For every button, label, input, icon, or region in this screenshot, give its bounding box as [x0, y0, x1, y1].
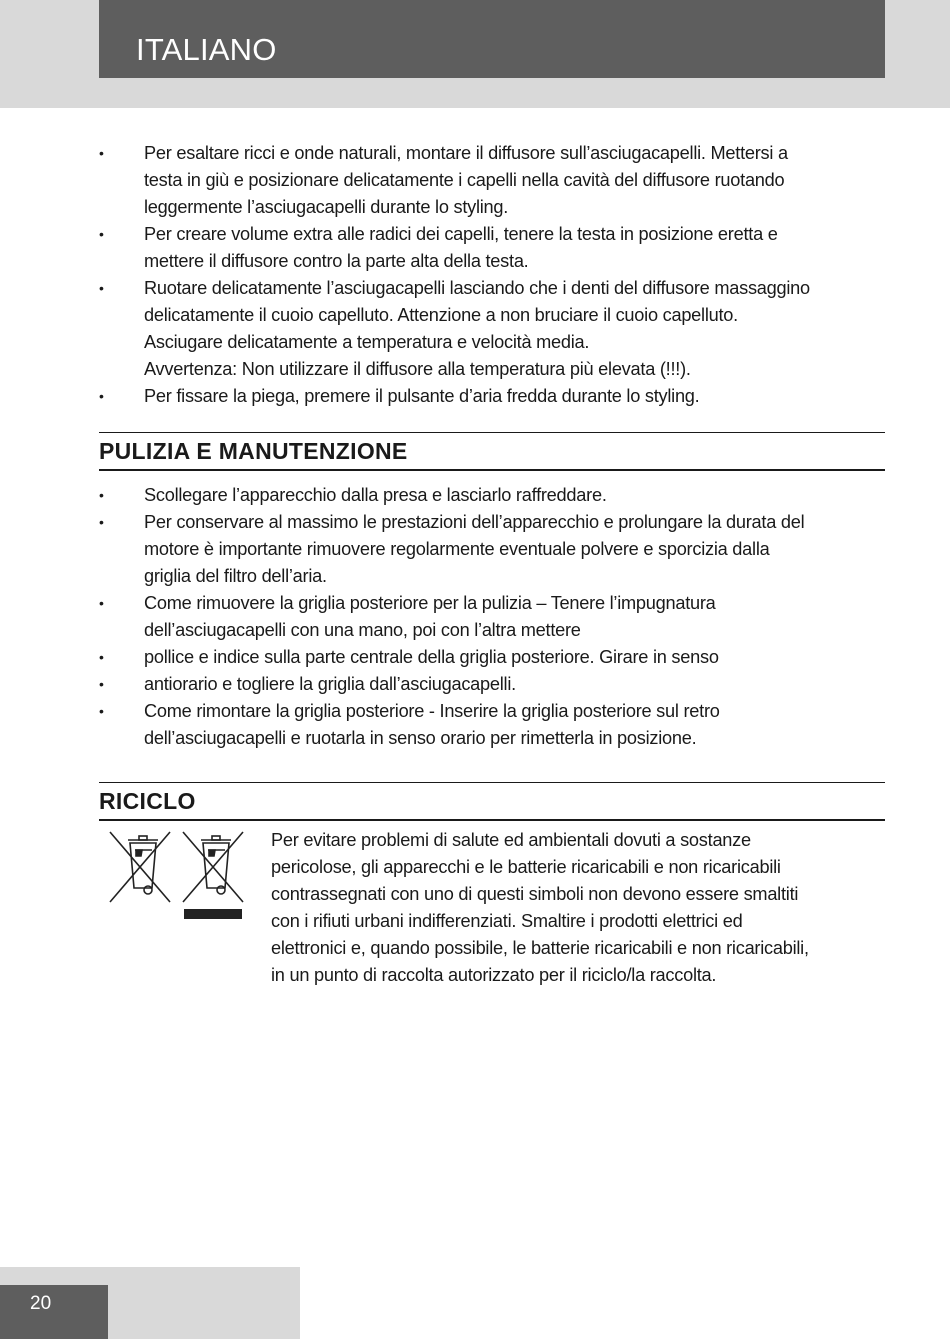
text-line: mettere il diffusore contro la parte alta della testa. [144, 251, 529, 271]
bullet-dot: • [99, 703, 104, 719]
text-line: pericolose, gli apparecchi e le batterie ricaricabili e non ricaricabili [271, 857, 781, 877]
section-header-cleaning [99, 432, 885, 471]
list-item [99, 509, 885, 590]
section-title: RICICLO [99, 788, 196, 814]
text-line: Avvertenza: Non utilizzare il diffusore alla temperatura più elevata (!!!). [144, 359, 691, 379]
text-line: Per evitare problemi di salute ed ambientali dovuti a sostanze [271, 830, 751, 850]
text-line: Per creare volume extra alle radici dei capelli, tenere la testa in posizione eretta e [144, 224, 778, 244]
language-title: ITALIANO [136, 32, 277, 67]
text-line: Ruotare delicatamente l’asciugacapelli lasciando che i denti del diffusore massaggino [144, 278, 810, 298]
text-line: elettronici e, quando possibile, le batterie ricaricabili e non ricaricabili, [271, 938, 809, 958]
crossed-bin-with-bar-icon [183, 832, 243, 919]
text-line: dell’asciugacapelli con una mano, poi con l’altra mettere [144, 620, 581, 640]
list-item [99, 221, 885, 275]
bullet-dot: • [99, 280, 104, 296]
page-number-box [0, 1285, 108, 1339]
text-line: Come rimuovere la griglia posteriore per la pulizia – Tenere l’impugnatura [144, 593, 716, 613]
text-line: Scollegare l’apparecchio dalla presa e lasciarlo raffreddare. [144, 485, 607, 505]
text-line: contrassegnati con uno di questi simboli non devono essere smaltiti [271, 884, 799, 904]
bullet-dot: • [99, 388, 104, 404]
list-item [99, 275, 885, 383]
bullet-dot: • [99, 487, 104, 503]
list-item [99, 644, 885, 671]
text-line: leggermente l’asciugacapelli durante lo styling. [144, 197, 509, 217]
text-line: testa in giù e posizionare delicatamente i capelli nella cavità del diffusore ruotando [144, 170, 785, 190]
language-bar [99, 0, 885, 78]
text-line: pollice e indice sulla parte centrale della griglia posteriore. Girare in senso [144, 647, 719, 667]
list-item [99, 590, 885, 644]
text-line: con i rifiuti urbani indifferenziati. Smaltire i prodotti elettrici ed [271, 911, 743, 931]
crossed-bin-icon [110, 832, 170, 902]
text-line: in un punto di raccolta autorizzato per il riciclo/la raccolta. [271, 965, 717, 985]
recycling-paragraph [271, 827, 891, 989]
text-line: Per esaltare ricci e onde naturali, montare il diffusore sull’asciugacapelli. Mettersi a [144, 143, 788, 163]
bullet-dot: • [99, 145, 104, 161]
list-item [99, 671, 885, 698]
weee-symbols [108, 830, 248, 922]
page-number: 20 [30, 1293, 52, 1314]
text-line: dell’asciugacapelli e ruotarla in senso orario per rimetterla in posizione. [144, 728, 697, 748]
text-line: Per fissare la piega, premere il pulsante d’aria fredda durante lo styling. [144, 386, 700, 406]
section-title: PULIZIA E MANUTENZIONE [99, 438, 408, 464]
list-item [99, 482, 885, 509]
usage-list [99, 140, 885, 410]
bullet-dot: • [99, 649, 104, 665]
bullet-dot: • [99, 226, 104, 242]
cleaning-list [99, 482, 885, 752]
text-line: motore è importante rimuovere regolarmente eventuale polvere e sporcizia dalla [144, 539, 770, 559]
text-line: delicatamente il cuoio capelluto. Attenzione a non bruciare il cuoio capelluto. [144, 305, 738, 325]
list-item [99, 383, 885, 410]
list-item [99, 698, 885, 752]
section-header-recycling [99, 782, 885, 821]
bullet-dot: • [99, 676, 104, 692]
text-line: griglia del filtro dell’aria. [144, 566, 327, 586]
text-line: Asciugare delicatamente a temperatura e velocità media. [144, 332, 590, 352]
text-line: antiorario e togliere la griglia dall’asciugacapelli. [144, 674, 516, 694]
bullet-dot: • [99, 595, 104, 611]
list-item [99, 140, 885, 221]
bullet-dot: • [99, 514, 104, 530]
text-line: Come rimontare la griglia posteriore - Inserire la griglia posteriore sul retro [144, 701, 720, 721]
text-line: Per conservare al massimo le prestazioni dell’apparecchio e prolungare la durata del [144, 512, 805, 532]
